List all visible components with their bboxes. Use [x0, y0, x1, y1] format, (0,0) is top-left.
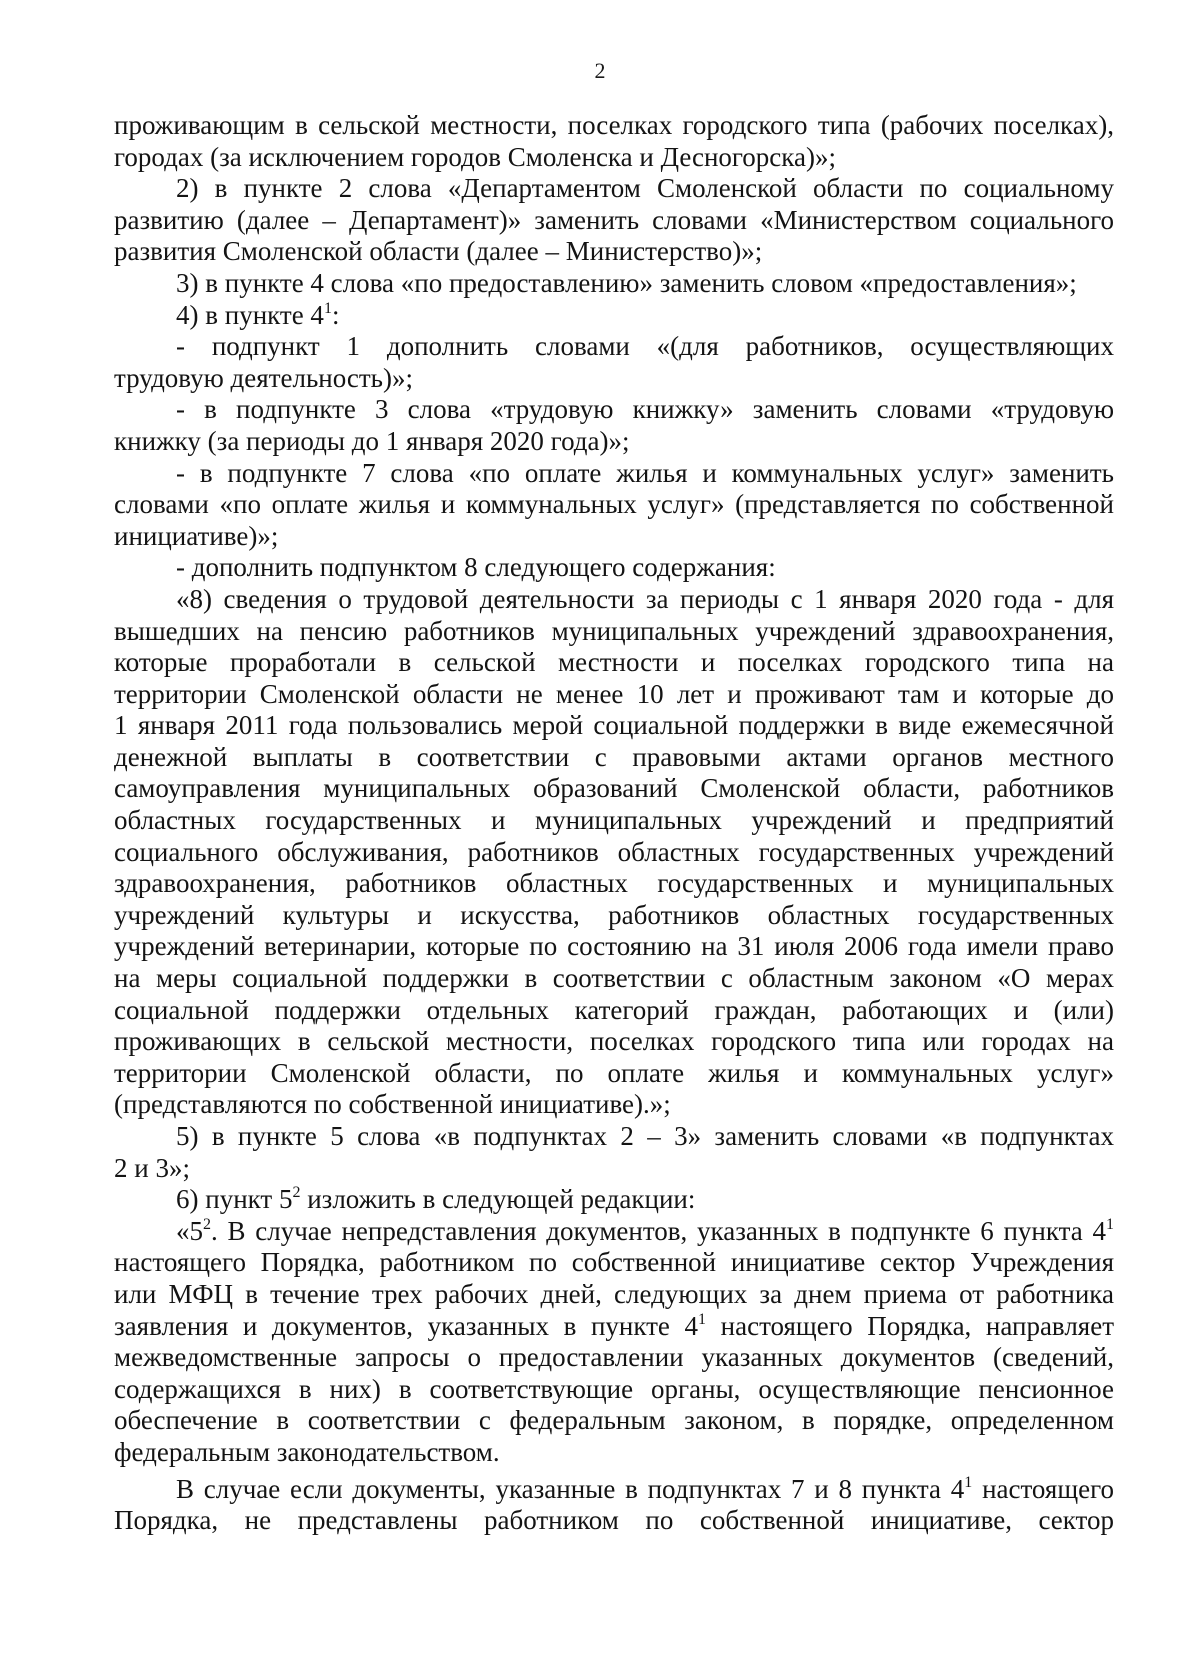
text-line: территории Смоленской области, по оплате жилья и коммунальных услуг»	[114, 1057, 1114, 1088]
text-line: - подпункт 1 дополнить словами «(для работников, осуществляющих	[176, 331, 1114, 362]
text-line: 2 и 3»;	[114, 1152, 190, 1183]
text-line: развитию (далее – Департамент)» заменить словами «Министерством социального	[114, 204, 1114, 235]
superscript: 1	[698, 1310, 707, 1328]
text-line: вышедших на пенсию работников муниципальных учреждений здравоохранения,	[114, 615, 1114, 646]
text-line: содержащихся в них) в соответствующие органы, осуществляющие пенсионное	[114, 1373, 1114, 1404]
text-line	[114, 1474, 1114, 1506]
text-fragment: заявления и документов, указанных в пункте 4	[114, 1310, 699, 1341]
text-line: - в подпункте 3 слова «трудовую книжку» заменить словами «трудовую	[176, 394, 1114, 425]
text-line: «8) сведения о трудовой деятельности за периоды с 1 января 2020 года - для	[176, 583, 1114, 614]
text-line: книжку (за периоды до 1 января 2020 года)»;	[114, 425, 630, 456]
text-line: областных государственных и муниципальных учреждений и предприятий	[114, 805, 1114, 836]
text-line: развития Смоленской области (далее – Министерство)»;	[114, 236, 763, 267]
text-fragment: 6) пункт 5	[176, 1184, 293, 1215]
text-line: 5) в пункте 5 слова «в подпунктах 2 – 3» заменить словами «в подпунктах	[176, 1121, 1114, 1151]
text-line: 2) в пункте 2 слова «Департаментом Смоленской области по социальному	[176, 173, 1114, 204]
text-line: - в подпункте 7 слова «по оплате жилья и коммунальных услуг» заменить	[176, 457, 1114, 488]
text-line: учреждений ветеринарии, которые по состоянию на 31 июля 2006 года имели право	[114, 931, 1114, 962]
superscript: 2	[292, 1184, 301, 1202]
text-line: городах (за исключением городов Смоленска и Десногорска)»;	[114, 141, 836, 172]
page-number: 2	[594, 58, 606, 83]
text-line: самоуправления муниципальных образований Смоленской области, работников	[114, 773, 1114, 804]
text-line: (представляются по собственной инициативе).»;	[114, 1089, 671, 1120]
text-fragment: 4) в пункте 4	[176, 299, 324, 330]
text-line: инициативе)»;	[114, 520, 279, 551]
text-fragment: настоящего Порядка, направляет	[720, 1310, 1115, 1341]
text-line	[114, 1216, 1114, 1248]
text-line: проживающих в сельской местности, поселках городского типа или городах на	[114, 1026, 1114, 1057]
text-line: здравоохранения, работников областных государственных и муниципальных	[114, 868, 1114, 899]
document-body	[114, 110, 1114, 1537]
text-line: учреждений культуры и искусства, работников областных государственных	[114, 899, 1114, 930]
text-line: - дополнить подпунктом 8 следующего содержания:	[176, 552, 776, 583]
text-line	[114, 1184, 1114, 1216]
superscript: 1	[964, 1473, 973, 1491]
text-line	[114, 1311, 1114, 1343]
text-line: которые проработали в сельской местности и поселках городского типа на	[114, 647, 1114, 678]
text-line: денежной выплаты в соответствии с правовыми актами органов местного	[114, 741, 1114, 772]
text-line: социального обслуживания, работников областных государственных учреждений	[114, 836, 1114, 867]
text-line: социальной поддержки отдельных категорий граждан, работающих и (или)	[114, 994, 1114, 1025]
text-line: или МФЦ в течение трех рабочих дней, следующих за днем приема от работника	[114, 1278, 1114, 1309]
text-line: трудовую деятельность)»;	[114, 362, 413, 393]
text-fragment: В случае если документы, указанные в подпунктах 7 и 8 пункта 4	[176, 1473, 965, 1504]
superscript: 2	[203, 1215, 211, 1233]
text-line: 1 января 2011 года пользовались мерой социальной поддержки в виде ежемесячной	[114, 710, 1114, 741]
text-fragment: . В случае непредставления документов, указанных в подпункте 6 пункта 4	[211, 1215, 1106, 1246]
text-fragment: настоящего	[982, 1473, 1115, 1504]
text-line: обеспечение в соответствии с федеральным законом, в порядке, определенном	[114, 1405, 1114, 1436]
text-line: межведомственные запросы о предоставлении указанных документов (сведений,	[114, 1342, 1114, 1373]
text-line: федеральным законодательством.	[114, 1436, 500, 1467]
text-fragment: изложить в следующей редакции:	[307, 1184, 696, 1215]
text-line	[114, 300, 1114, 332]
text-fragment: :	[331, 299, 340, 330]
superscript: 1	[1106, 1215, 1114, 1233]
text-line: 3) в пункте 4 слова «по предоставлению» заменить словом «предоставления»;	[176, 267, 1077, 298]
text-line: словами «по оплате жилья и коммунальных услуг» (представляется по собственной	[114, 489, 1114, 520]
superscript: 1	[323, 299, 332, 317]
text-line: территории Смоленской области не менее 10 лет и проживают там и которые до	[114, 678, 1114, 709]
text-fragment: «5	[176, 1215, 203, 1246]
text-line: Порядка, не представлены работником по собственной инициативе, сектор	[114, 1505, 1114, 1536]
text-line: на меры социальной поддержки в соответствии с областным законом «О мерах	[114, 963, 1114, 994]
text-line: проживающим в сельской местности, поселках городского типа (рабочих поселках),	[114, 110, 1114, 140]
text-line: настоящего Порядка, работником по собственной инициативе сектор Учреждения	[114, 1247, 1114, 1278]
